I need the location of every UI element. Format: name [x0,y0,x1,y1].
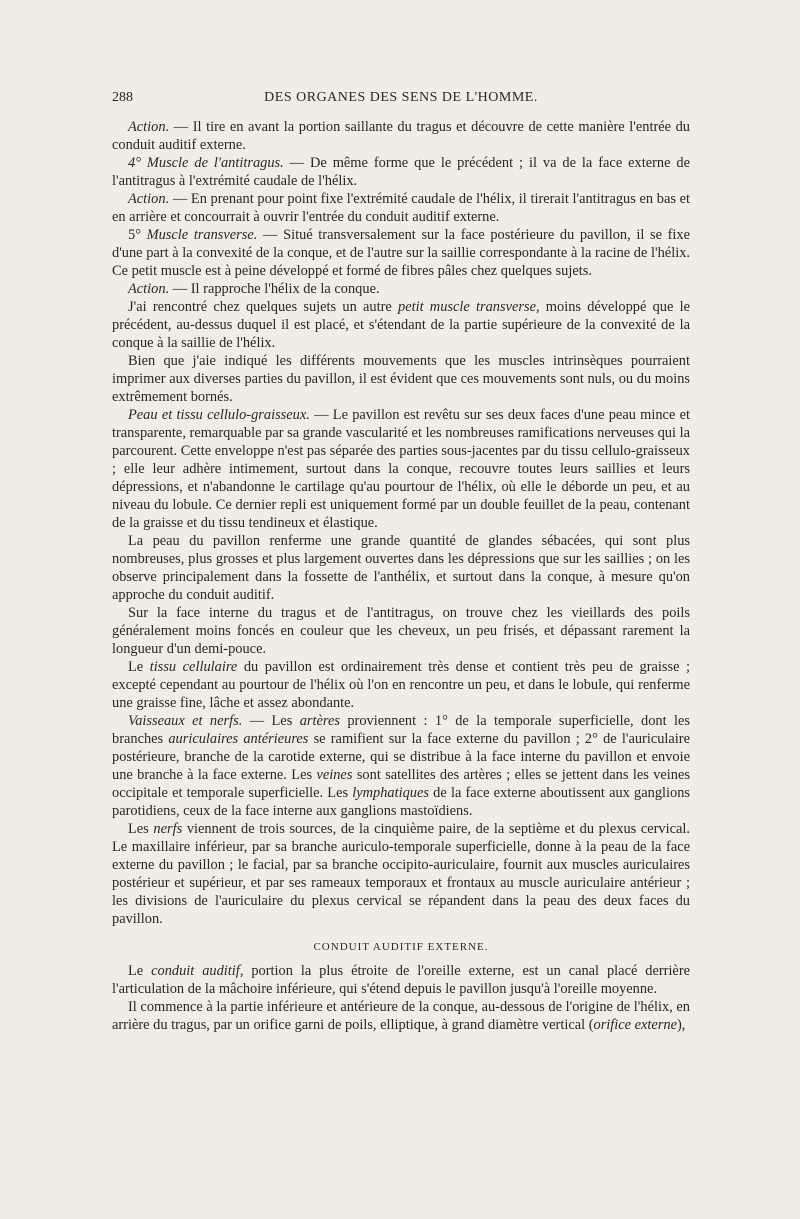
paragraph-movements: Bien que j'aie indiqué les différents mouvements que les muscles intrinsèques pourraient imprimer aux diverses parties du pavillon, il est évident que ces mouvements sont nuls, ou du moins extrêmement bornés. [112,353,690,405]
paragraph-action-antitragus: Action. — En prenant pour point fixe l'extrémité caudale de l'hélix, il tirerait l'antitragus en bas et en arrière et concourrait à ouvrir l'entrée du conduit auditif externe. [112,191,690,225]
paragraph-hair: Sur la face interne du tragus et de l'antitragus, on trouve chez les vieillards des poils généralement moins foncés en couleur que les cheveux, un peu frisés, et dépassant rarement la longueur d'un demi-pouce. [112,605,690,657]
paragraph-muscle-transverse: 5° Muscle transverse. — Situé transversalement sur la face postérieure du pavillon, il se fixe d'une part à la convexité de la conque, et de l'autre sur la saillie correspondante à la racine de l'hélix. Ce petit muscle est à peine développé et formé de fibres pâles chez quelques sujets. [112,227,690,279]
page-number: 288 [112,90,133,105]
paragraph-muscle-antitragus: 4° Muscle de l'antitragus. — De même forme que le précédent ; il va de la face externe de l'antitragus à l'extrémité caudale de l'hélix. [112,155,690,189]
paragraph-cellular-tissue: Le tissu cellulaire du pavillon est ordinairement très dense et contient très peu de graisse ; excepté cependant au pourtour de l'hélix où l'on en rencontre un peu, et dans le lobule, qui renferme une graisse fine, lâche et assez abondante. [112,659,691,711]
paragraph-glands: La peau du pavillon renferme une grande quantité de glandes sébacées, qui sont plus nombreuses, plus grosses et plus largement ouvertes dans les dépressions que sur les saillies ; on les observe principalement dans la fossette de l'anthélix, et surtout dans la conque, à mesure qu'on approche du conduit auditif. [112,533,690,603]
paragraph-nerves: Les nerfs viennent de trois sources, de la cinquième paire, de la septième et du plexus cervical. Le maxillaire inférieur, par sa branche auriculo-temporale superficielle, donne à la peau de la face externe du pavillon ; le facial, par sa branche occipito-auriculaire, fournit aux muscles auriculaires postérieur et supérieur, et par ses rameaux temporaux et frontaux au muscle auriculaire antérieur ; les divisions de l'auriculaire du plexus cervical se répandent dans la peau des deux faces du pavillon. [112,821,690,927]
paragraph-skin: Peau et tissu cellulo-graisseux. — Le pavillon est revêtu sur ses deux faces d'une peau mince et transparente, remarquable par sa grande vascularité et les nombreuses ramifications nerveuses qui la parcourent. Cette enveloppe n'est pas séparée des parties sous-jacentes par du tissu cellulo-graisseux ; elle leur adhère intimement, surtout dans la conque, recouvre toutes leurs saillies et leurs dépressions, et n'abandonne le cartilage qu'au pourtour de l'hélix, où elle le déborde un peu, et au niveau du lobule. Ce dernier repli est uniquement formé par un double feuillet de la peau, contenant de la graisse et du tissu tendineux et élastique. [112,407,690,531]
page-header [112,90,690,110]
paragraph-action-tragus: Action. — Il tire en avant la portion saillante du tragus et découvre de cette manière l'entrée du conduit auditif externe. [112,119,690,153]
paragraph-canal: Le conduit auditif, portion la plus étroite de l'oreille externe, est un canal placé derrière l'articulation de la mâchoire inférieure, qui s'étend depuis le pavillon jusqu'à l'oreille moyenne. [112,963,691,997]
running-title: DES ORGANES DES SENS DE L'HOMME. [264,90,538,105]
text-body [112,118,690,1034]
paragraph-second-transverse: J'ai rencontré chez quelques sujets un autre petit muscle transverse, moins développé que le précédent, au-dessus duquel il est placé, et s'étendant de la partie supérieure de la convexité de la conque à la saillie de l'hélix. [112,299,690,351]
paragraph-vessels: Vaisseaux et nerfs. — Les artères proviennent : 1° de la temporale superficielle, dont les branches auriculaires antérieures se ramifient sur la face externe du pavillon ; 2° de l'auriculaire postérieure, branche de la carotide externe, qui se distribue à la face interne du pavillon et envoie une branche à la face externe. Les veines sont satellites des artères ; elles se jettent dans les veines occipitale et temporale superficielle. Les lymphatiques de la face externe aboutissent aux ganglions parotidiens, ceux de la face interne aux ganglions mastoïdiens. [112,713,691,819]
section-subheading: CONDUIT AUDITIF EXTERNE. [313,941,489,953]
paragraph-orifice: Il commence à la partie inférieure et antérieure de la conque, au-dessous de l'origine de l'hélix, en arrière du tragus, par un orifice garni de poils, elliptique, à grand diamètre vertical (orifice externe), [112,999,690,1033]
paragraph-action-transverse: Action. — Il rapproche l'hélix de la conque. [128,281,380,297]
